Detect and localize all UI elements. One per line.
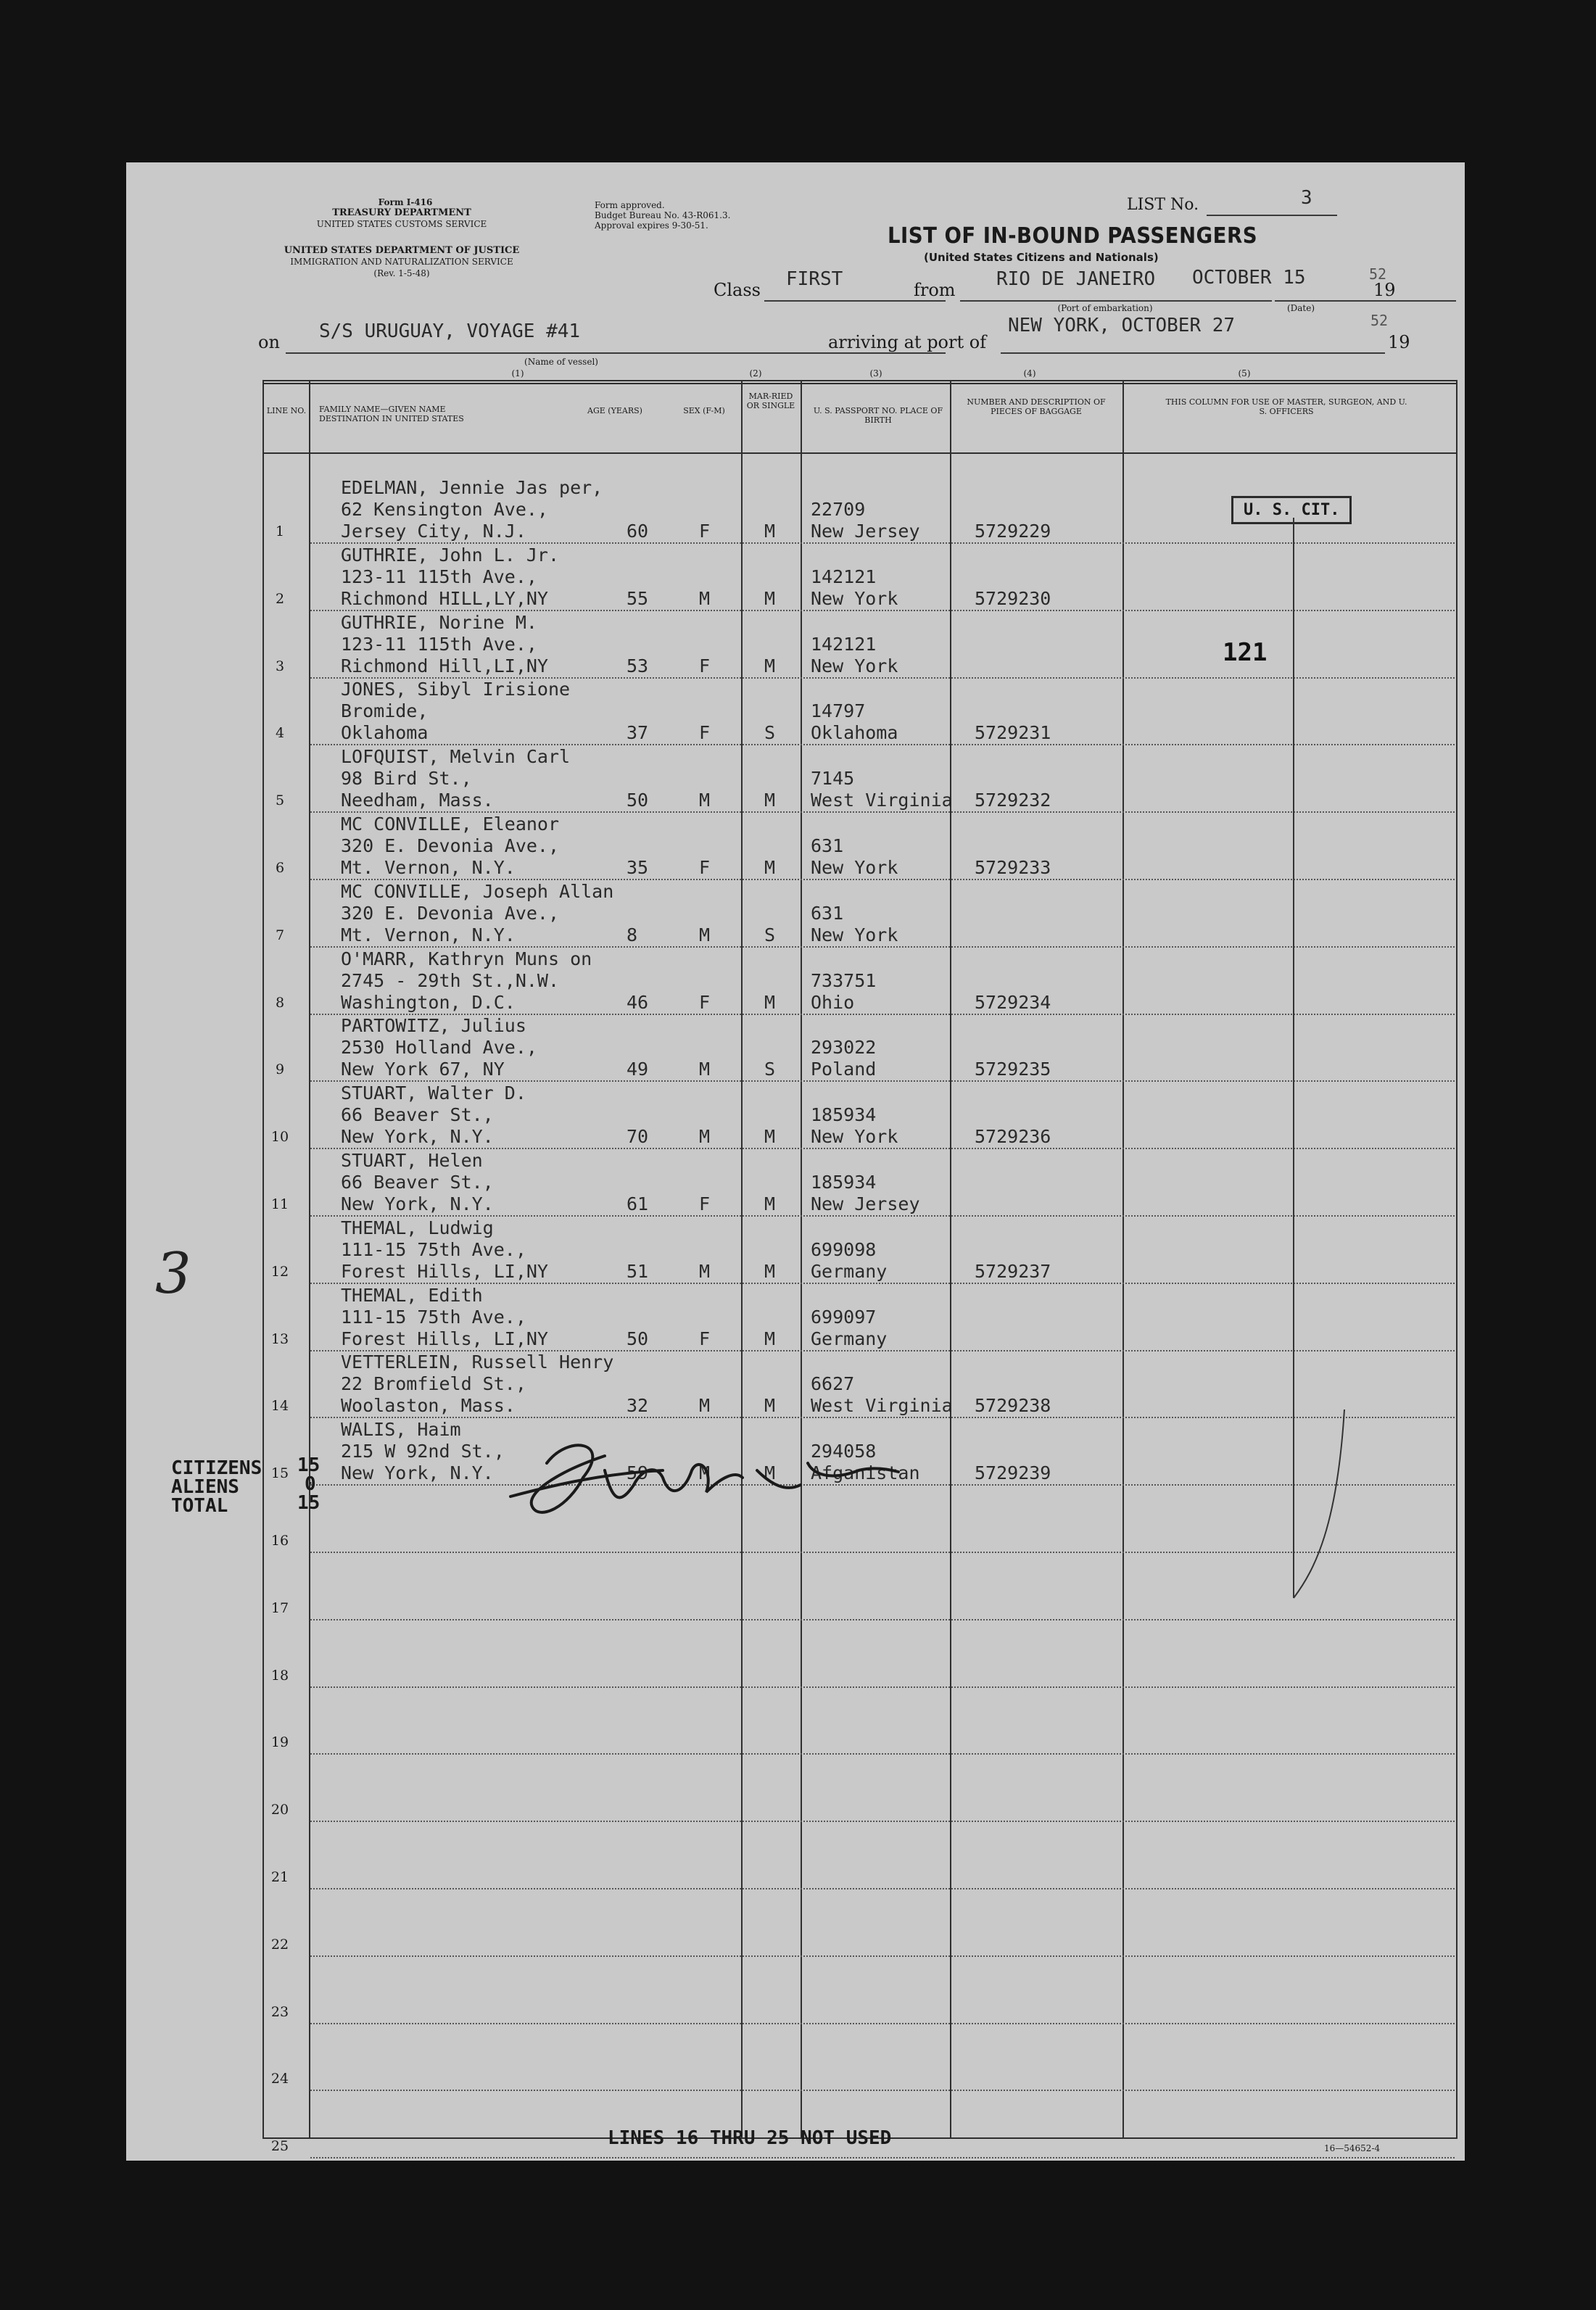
passenger-destination: New York, N.Y. [341, 1193, 494, 1214]
passenger-sex: M [699, 1260, 711, 1282]
passenger-address: 66 Beaver St., [341, 1172, 494, 1193]
passenger-address: 62 Kensington Ave., [341, 499, 548, 520]
passenger-name: STUART, Walter D. [341, 1082, 526, 1104]
passenger-destination: Richmond Hill,LI,NY [341, 655, 548, 676]
passenger-address: 320 E. Devonia Ave., [341, 902, 560, 924]
place-of-birth: New York [811, 587, 898, 609]
place-of-birth: New York [811, 1126, 898, 1148]
passport-number: 631 [811, 902, 844, 924]
line-number: 4 [275, 725, 285, 742]
passenger-marital: M [764, 1193, 776, 1214]
passenger-name: PARTOWITZ, Julius [341, 1015, 526, 1037]
place-of-birth: West Virginia [811, 1395, 953, 1417]
total-label: TOTAL [171, 1495, 228, 1517]
passenger-destination: New York, N.Y. [341, 1462, 494, 1484]
port-caption: (Port of embarkation) [1057, 303, 1153, 313]
place-of-birth: Afganistan [811, 1462, 920, 1484]
passenger-marital: S [764, 1059, 776, 1080]
place-of-birth: Ohio [811, 991, 855, 1013]
passenger-name: EDELMAN, Jennie Jas per, [341, 477, 603, 498]
class-label: Class [714, 280, 761, 300]
place-of-birth: New York [811, 857, 898, 878]
passport-number: 142121 [811, 633, 877, 655]
line-number: 16 [270, 1533, 289, 1549]
passenger-age: 46 [627, 991, 649, 1013]
year-prefix: 19 [1373, 280, 1396, 300]
passenger-age: 61 [627, 1193, 649, 1214]
line-number: 13 [270, 1330, 289, 1347]
passport-number: 185934 [811, 1172, 877, 1193]
place-of-birth: Poland [811, 1059, 877, 1080]
line-number: 8 [275, 994, 285, 1011]
passenger-age: 50 [627, 1328, 649, 1349]
line-number: 25 [270, 2138, 289, 2155]
column-number: (2) [749, 368, 762, 378]
passenger-sex: F [699, 655, 711, 676]
passenger-address: 215 W 92nd St., [341, 1441, 505, 1462]
passport-number: 142121 [811, 566, 877, 587]
place-of-birth: New Jersey [811, 1193, 920, 1214]
col-head-line-no: LINE NO. [266, 406, 307, 415]
passenger-destination: Mt. Vernon, N.Y. [341, 924, 516, 945]
baggage-number: 5729234 [975, 991, 1051, 1013]
col-head-baggage: NUMBER AND DESCRIPTION OF PIECES OF BAGGAGE [967, 397, 1106, 416]
passenger-marital: M [764, 587, 776, 609]
passenger-marital: M [764, 857, 776, 878]
baggage-number: 5729231 [975, 722, 1051, 744]
arrival-year-suffix: 52 [1370, 312, 1389, 329]
row-rule [310, 1619, 1455, 1620]
passenger-destination: Mt. Vernon, N.Y. [341, 857, 516, 878]
row-rule [310, 1148, 1455, 1149]
handwritten-margin-number: 3 [155, 1241, 191, 1307]
baggage-number: 5729238 [975, 1395, 1051, 1417]
line-number: 3 [275, 658, 285, 674]
row-rule [310, 1014, 1455, 1015]
passenger-marital: M [764, 1462, 776, 1484]
passport-number: 185934 [811, 1104, 877, 1126]
passenger-age: 51 [627, 1260, 649, 1282]
column-number: (4) [1023, 368, 1036, 378]
baggage-number: 5729232 [975, 790, 1051, 811]
passenger-name: STUART, Helen [341, 1150, 483, 1171]
row-rule [310, 744, 1455, 745]
passenger-age: 37 [627, 722, 649, 744]
passenger-sex: F [699, 521, 711, 542]
passport-number: 294058 [811, 1441, 877, 1462]
passenger-marital: M [764, 1328, 776, 1349]
column-number: (1) [511, 368, 524, 378]
passenger-marital: M [764, 1260, 776, 1282]
passenger-address: 2530 Holland Ave., [341, 1037, 537, 1059]
passenger-name: JONES, Sibyl Irisione [341, 679, 571, 700]
passenger-name: VETTERLEIN, Russell Henry [341, 1351, 614, 1373]
row-rule [310, 542, 1455, 544]
passenger-sex: M [699, 1462, 711, 1484]
place-of-birth: New York [811, 924, 898, 945]
from-value: RIO DE JANEIRO [996, 268, 1156, 290]
vessel-caption: (Name of vessel) [524, 357, 598, 367]
row-rule [310, 1888, 1455, 1889]
row-rule [310, 1821, 1455, 1822]
arrival-value: NEW YORK, OCTOBER 27 [1008, 315, 1236, 336]
passenger-sex: M [699, 924, 711, 945]
passenger-address: 111-15 75th Ave., [341, 1306, 526, 1328]
passenger-address: 22 Bromfield St., [341, 1373, 526, 1395]
passenger-sex: M [699, 1395, 711, 1417]
line-number: 21 [270, 1869, 289, 1885]
passenger-name: LOFQUIST, Melvin Carl [341, 746, 571, 768]
approval-line: Approval expires 9-30-51. [595, 220, 708, 231]
row-rule [310, 1283, 1455, 1284]
row-rule [310, 946, 1455, 948]
passenger-name: WALIS, Haim [341, 1419, 461, 1441]
year-suffix: 52 [1369, 265, 1387, 283]
passenger-address: 111-15 75th Ave., [341, 1238, 526, 1260]
passenger-destination: Forest Hills, LI,NY [341, 1260, 548, 1282]
passenger-address: 123-11 115th Ave., [341, 633, 537, 655]
row-rule [310, 1552, 1455, 1553]
line-number: 17 [270, 1599, 289, 1616]
total-value: 15 [297, 1492, 321, 1514]
passenger-name: THEMAL, Ludwig [341, 1217, 494, 1238]
line-number: 1 [275, 523, 285, 539]
line-number: 19 [270, 1734, 289, 1751]
passenger-age: 8 [627, 924, 638, 945]
row-rule [310, 1753, 1455, 1755]
list-no-value: 3 [1301, 187, 1312, 209]
passenger-age: 59 [627, 1462, 649, 1484]
passenger-destination: Washington, D.C. [341, 991, 516, 1013]
passenger-marital: S [764, 722, 776, 744]
dept-justice-sub: IMMIGRATION AND NATURALIZATION SERVICE [290, 257, 513, 267]
col-head-name: FAMILY NAME—GIVEN NAME DESTINATION IN UNITED STATES [319, 405, 464, 423]
class-value: FIRST [786, 268, 843, 290]
passenger-address: 123-11 115th Ave., [341, 566, 537, 587]
passenger-address: 320 E. Devonia Ave., [341, 835, 560, 856]
list-no-label: LIST No. [1127, 196, 1199, 214]
passenger-marital: M [764, 1395, 776, 1417]
passenger-age: 70 [627, 1126, 649, 1148]
passenger-address: 2745 - 29th St.,N.W. [341, 969, 560, 991]
row-rule [310, 1350, 1455, 1351]
form-subtitle: (United States Citizens and Nationals) [924, 251, 1159, 264]
baggage-number: 5729230 [975, 587, 1051, 609]
passenger-name: GUTHRIE, John L. Jr. [341, 544, 560, 566]
dept-treasury: TREASURY DEPARTMENT [332, 207, 471, 218]
passenger-marital: M [764, 655, 776, 676]
passenger-name: MC CONVILLE, Eleanor [341, 814, 560, 835]
passport-number: 733751 [811, 969, 877, 991]
passenger-age: 53 [627, 655, 649, 676]
baggage-number: 5729237 [975, 1260, 1051, 1282]
passenger-destination: Oklahoma [341, 722, 429, 744]
passenger-destination: New York 67, NY [341, 1059, 505, 1080]
baggage-number: 5729233 [975, 857, 1051, 878]
passenger-marital: M [764, 790, 776, 811]
passenger-destination: Jersey City, N.J. [341, 521, 526, 542]
line-number: 14 [270, 1398, 289, 1415]
baggage-number: 5729235 [975, 1059, 1051, 1080]
citizens-label: CITIZENS [171, 1457, 262, 1479]
passenger-sex: F [699, 1193, 711, 1214]
passenger-destination: Richmond HILL,LY,NY [341, 587, 548, 609]
passenger-destination: Woolaston, Mass. [341, 1395, 516, 1417]
row-rule [310, 811, 1455, 813]
passenger-name: O'MARR, Kathryn Muns on [341, 948, 592, 969]
passenger-age: 35 [627, 857, 649, 878]
line-number: 6 [275, 860, 285, 876]
line-number: 7 [275, 927, 285, 943]
place-of-birth: Germany [811, 1260, 888, 1282]
line-number: 2 [275, 590, 285, 607]
passenger-destination: Forest Hills, LI,NY [341, 1328, 548, 1349]
citizens-value: 15 [297, 1454, 321, 1476]
passenger-sex: M [699, 1059, 711, 1080]
passenger-age: 60 [627, 521, 649, 542]
passenger-sex: M [699, 1126, 711, 1148]
line-number: 5 [275, 792, 285, 809]
row-rule [310, 879, 1455, 880]
form-number: Form I-416 [378, 197, 433, 207]
passenger-age: 49 [627, 1059, 649, 1080]
passport-number: 699097 [811, 1306, 877, 1328]
row-rule [310, 677, 1455, 679]
aliens-value: 0 [305, 1473, 316, 1495]
form-title: LIST OF IN-BOUND PASSENGERS [888, 223, 1258, 249]
line-number: 18 [270, 1667, 289, 1684]
row-rule [310, 1417, 1455, 1418]
row-rule [310, 2090, 1455, 2091]
passenger-marital: M [764, 521, 776, 542]
place-of-birth: New Jersey [811, 521, 920, 542]
baggage-number: 5729239 [975, 1462, 1051, 1484]
passenger-marital: M [764, 991, 776, 1013]
passenger-sex: M [699, 790, 711, 811]
passenger-name: GUTHRIE, Norine M. [341, 611, 537, 633]
pencil-bracket-mark [1286, 510, 1373, 1613]
line-number: 22 [270, 1936, 289, 1953]
approval-line: Budget Bureau No. 43-R061.3. [595, 210, 731, 220]
baggage-number: 5729236 [975, 1126, 1051, 1148]
line-number: 11 [270, 1196, 289, 1212]
date-value: OCTOBER 15 [1192, 267, 1306, 289]
row-rule [310, 1686, 1455, 1688]
manifest-sheet [126, 162, 1465, 2161]
col-head-age: AGE (YEARS) [587, 406, 642, 415]
row-rule [310, 2157, 1455, 2158]
arrival-year-prefix: 19 [1388, 332, 1410, 352]
passport-number: 14797 [811, 700, 866, 722]
passenger-name: THEMAL, Edith [341, 1284, 483, 1306]
line-number: 15 [270, 1465, 289, 1482]
column-number: (3) [869, 368, 882, 378]
passenger-name: MC CONVILLE, Joseph Allan [341, 880, 614, 902]
row-rule [310, 2023, 1455, 2024]
print-code: 16—54652-4 [1324, 2143, 1381, 2153]
approval-line: Form approved. [595, 200, 665, 210]
place-of-birth: New York [811, 655, 898, 676]
passport-number: 7145 [811, 768, 855, 790]
line-number: 9 [275, 1061, 285, 1078]
passenger-sex: M [699, 587, 711, 609]
passenger-destination: New York, N.Y. [341, 1126, 494, 1148]
form-revision: (Rev. 1-5-48) [373, 268, 430, 278]
column-number: (5) [1238, 368, 1251, 378]
col-head-officers: THIS COLUMN FOR USE OF MASTER, SURGEON, AND U. S. OFFICERS [1165, 397, 1407, 416]
passenger-address: Bromide, [341, 700, 429, 722]
place-of-birth: Germany [811, 1328, 888, 1349]
passenger-sex: F [699, 722, 711, 744]
passenger-address: 66 Beaver St., [341, 1104, 494, 1126]
row-rule [310, 610, 1455, 611]
passenger-age: 32 [627, 1395, 649, 1417]
row-rule [310, 1955, 1455, 1957]
footer-note: LINES 16 THRU 25 NOT USED [608, 2127, 892, 2149]
row-rule [310, 1080, 1455, 1082]
passport-number: 6627 [811, 1373, 855, 1395]
passport-number: 293022 [811, 1037, 877, 1059]
line-number: 24 [270, 2071, 289, 2087]
passenger-sex: F [699, 857, 711, 878]
passenger-marital: S [764, 924, 776, 945]
row-rule [310, 1215, 1455, 1217]
passenger-age: 55 [627, 587, 649, 609]
place-of-birth: West Virginia [811, 790, 953, 811]
arriving-label: arriving at port of [828, 332, 987, 352]
line-number: 20 [270, 1802, 289, 1818]
officer-signature [496, 1427, 902, 1528]
passenger-destination: Needham, Mass. [341, 790, 494, 811]
passport-number: 631 [811, 835, 844, 856]
place-of-birth: Oklahoma [811, 722, 898, 744]
col-head-passport: U. S. PASSPORT NO. PLACE OF BIRTH [813, 406, 943, 425]
vessel-value: S/S URUGUAY, VOYAGE #41 [319, 320, 581, 342]
from-label: from [914, 280, 956, 300]
line-number: 23 [270, 2003, 289, 2020]
passenger-marital: M [764, 1126, 776, 1148]
col-head-married: MAR-RIED OR SINGLE [746, 392, 795, 410]
on-label: on [258, 332, 280, 352]
dept-treasury-sub: UNITED STATES CUSTOMS SERVICE [316, 219, 487, 229]
date-caption: (Date) [1286, 303, 1315, 313]
col-head-sex: SEX (F-M) [683, 406, 725, 415]
passenger-sex: F [699, 991, 711, 1013]
line-number: 10 [270, 1129, 289, 1146]
passenger-sex: F [699, 1328, 711, 1349]
passport-number: 22709 [811, 499, 866, 520]
dept-justice: UNITED STATES DEPARTMENT OF JUSTICE [284, 245, 520, 256]
officer-count: 121 [1223, 638, 1268, 667]
passenger-age: 50 [627, 790, 649, 811]
baggage-number: 5729229 [975, 521, 1051, 542]
aliens-label: ALIENS [171, 1476, 239, 1498]
passenger-address: 98 Bird St., [341, 768, 472, 790]
passport-number: 699098 [811, 1238, 877, 1260]
line-number: 12 [270, 1263, 289, 1280]
us-citizen-stamp: U. S. CIT. [1231, 496, 1352, 524]
